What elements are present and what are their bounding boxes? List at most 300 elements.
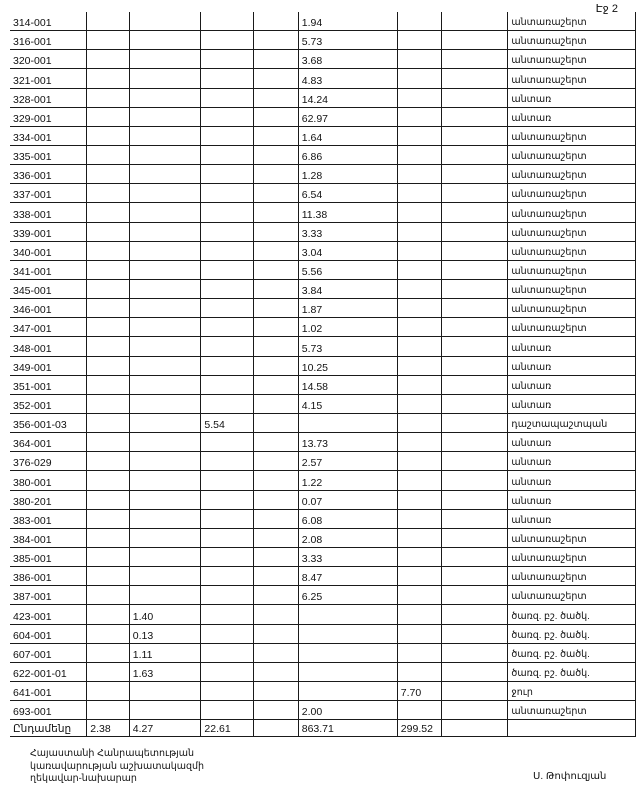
table-row (10, 701, 636, 720)
area-cell (87, 12, 130, 31)
area-cell (201, 184, 254, 203)
area-cell: 2.57 (298, 452, 397, 471)
parcel-code-cell: 641-001 (10, 681, 87, 700)
parcel-code-cell: 385-001 (10, 547, 87, 566)
parcel-code-cell: 386-001 (10, 567, 87, 586)
area-cell (129, 490, 201, 509)
area-cell (397, 452, 441, 471)
area-cell (397, 528, 441, 547)
area-cell (201, 299, 254, 318)
land-type-cell: անտառաշերտ (508, 145, 636, 164)
area-cell (201, 31, 254, 50)
parcel-code-cell: 604-001 (10, 624, 87, 643)
area-cell: 6.86 (298, 145, 397, 164)
area-cell (201, 318, 254, 337)
area-cell (442, 165, 508, 184)
area-cell (397, 605, 441, 624)
land-type-cell: անտառ (508, 490, 636, 509)
area-cell (254, 107, 298, 126)
area-cell (397, 509, 441, 528)
table-row (10, 222, 636, 241)
area-cell (87, 586, 130, 605)
area-cell (442, 433, 508, 452)
area-cell (397, 145, 441, 164)
area-cell: 2.08 (298, 528, 397, 547)
table-row (10, 605, 636, 624)
area-cell (254, 203, 298, 222)
parcel-code-cell: 320-001 (10, 50, 87, 69)
area-cell: 1.64 (298, 126, 397, 145)
area-cell (87, 50, 130, 69)
area-cell (201, 567, 254, 586)
land-type-cell: անտառ (508, 509, 636, 528)
land-type-cell: անտառաշերտ (508, 318, 636, 337)
land-type-cell: ծառզ. բշ. ծածկ. (508, 624, 636, 643)
area-cell (254, 126, 298, 145)
area-cell: 13.73 (298, 433, 397, 452)
parcel-code-cell: 335-001 (10, 145, 87, 164)
parcel-code-cell: 380-001 (10, 471, 87, 490)
table-row (10, 145, 636, 164)
area-cell (87, 356, 130, 375)
footer-line-1: Հայաստանի Հանրապետության (30, 748, 194, 759)
parcel-code-cell: 329-001 (10, 107, 87, 126)
area-cell: 1.87 (298, 299, 397, 318)
land-type-cell: անտառ (508, 433, 636, 452)
area-cell (129, 184, 201, 203)
area-cell (442, 547, 508, 566)
area-cell: 0.13 (129, 624, 201, 643)
total-value-cell (442, 720, 508, 737)
area-cell (87, 279, 130, 298)
area-cell (129, 394, 201, 413)
area-cell (87, 88, 130, 107)
parcel-code-cell: 334-001 (10, 126, 87, 145)
land-type-cell: անտառ (508, 452, 636, 471)
area-cell (397, 413, 441, 432)
area-cell (129, 547, 201, 566)
area-cell (442, 69, 508, 88)
land-type-cell: անտառ (508, 471, 636, 490)
area-cell (87, 413, 130, 432)
area-cell (442, 452, 508, 471)
land-ledger-table (10, 12, 636, 737)
area-cell (87, 471, 130, 490)
area-cell (201, 586, 254, 605)
land-type-cell: անտառաշերտ (508, 165, 636, 184)
table-row (10, 318, 636, 337)
area-cell: 7.70 (397, 681, 441, 700)
area-cell (298, 681, 397, 700)
area-cell (442, 375, 508, 394)
area-cell: 3.33 (298, 547, 397, 566)
parcel-code-cell: 352-001 (10, 394, 87, 413)
area-cell (129, 471, 201, 490)
area-cell (397, 471, 441, 490)
area-cell (87, 624, 130, 643)
table-row (10, 528, 636, 547)
area-cell (254, 12, 298, 31)
area-cell (129, 126, 201, 145)
area-cell (298, 413, 397, 432)
area-cell (201, 624, 254, 643)
area-cell (254, 318, 298, 337)
area-cell (201, 203, 254, 222)
total-label: Ընդամենը (10, 720, 87, 737)
table-row (10, 31, 636, 50)
area-cell (298, 605, 397, 624)
area-cell (129, 318, 201, 337)
area-cell (442, 203, 508, 222)
land-type-cell: անտառ (508, 337, 636, 356)
area-cell (397, 318, 441, 337)
land-type-cell: անտառ (508, 88, 636, 107)
area-cell (129, 203, 201, 222)
land-type-cell: անտառաշերտ (508, 222, 636, 241)
table-row (10, 12, 636, 31)
total-value-cell: 299.52 (397, 720, 441, 737)
area-cell: 14.24 (298, 88, 397, 107)
area-cell (87, 241, 130, 260)
area-cell (442, 605, 508, 624)
area-cell: 1.11 (129, 643, 201, 662)
area-cell (201, 643, 254, 662)
parcel-code-cell: 622-001-01 (10, 662, 87, 681)
area-cell (254, 299, 298, 318)
page-number: Էջ 2 (595, 3, 618, 15)
area-cell (442, 413, 508, 432)
parcel-code-cell: 383-001 (10, 509, 87, 528)
area-cell (201, 260, 254, 279)
table-row (10, 471, 636, 490)
area-cell (201, 452, 254, 471)
parcel-code-cell: 348-001 (10, 337, 87, 356)
area-cell: 10.25 (298, 356, 397, 375)
table-row (10, 356, 636, 375)
area-cell (129, 31, 201, 50)
area-cell (129, 356, 201, 375)
area-cell (442, 567, 508, 586)
area-cell (87, 337, 130, 356)
area-cell (442, 299, 508, 318)
land-type-cell: անտառ (508, 356, 636, 375)
area-cell (87, 547, 130, 566)
area-cell (254, 69, 298, 88)
area-cell (442, 337, 508, 356)
area-cell (397, 643, 441, 662)
area-cell (442, 490, 508, 509)
area-cell (397, 375, 441, 394)
land-type-cell: անտառաշերտ (508, 528, 636, 547)
area-cell (442, 88, 508, 107)
table-row (10, 203, 636, 222)
area-cell (87, 433, 130, 452)
area-cell (254, 528, 298, 547)
area-cell: 1.22 (298, 471, 397, 490)
area-cell (442, 126, 508, 145)
area-cell (87, 184, 130, 203)
area-cell (397, 260, 441, 279)
land-type-cell: անտառաշերտ (508, 50, 636, 69)
area-cell (442, 394, 508, 413)
area-cell (254, 567, 298, 586)
area-cell (442, 662, 508, 681)
table-row (10, 413, 636, 432)
area-cell (254, 356, 298, 375)
table-row (10, 681, 636, 700)
area-cell (201, 241, 254, 260)
area-cell (201, 69, 254, 88)
area-cell: 1.94 (298, 12, 397, 31)
area-cell (201, 145, 254, 164)
area-cell (298, 643, 397, 662)
area-cell (129, 567, 201, 586)
area-cell (254, 165, 298, 184)
area-cell (87, 145, 130, 164)
area-cell (87, 69, 130, 88)
table-row (10, 547, 636, 566)
area-cell (87, 567, 130, 586)
land-type-cell: անտառ (508, 394, 636, 413)
total-row (10, 720, 636, 737)
area-cell (442, 701, 508, 720)
area-cell (442, 50, 508, 69)
area-cell (442, 279, 508, 298)
area-cell: 1.28 (298, 165, 397, 184)
table-row (10, 624, 636, 643)
area-cell (442, 222, 508, 241)
area-cell (254, 547, 298, 566)
land-type-cell: ծառզ. բշ. ծածկ. (508, 643, 636, 662)
area-cell (87, 681, 130, 700)
area-cell (87, 509, 130, 528)
area-cell (129, 337, 201, 356)
table-row (10, 107, 636, 126)
area-cell (254, 643, 298, 662)
area-cell: 6.54 (298, 184, 397, 203)
area-cell: 1.40 (129, 605, 201, 624)
parcel-code-cell: 693-001 (10, 701, 87, 720)
land-type-cell: անտառաշերտ (508, 203, 636, 222)
table-row (10, 241, 636, 260)
area-cell (129, 681, 201, 700)
parcel-code-cell: 316-001 (10, 31, 87, 50)
area-cell (87, 605, 130, 624)
parcel-code-cell: 314-001 (10, 12, 87, 31)
area-cell (254, 241, 298, 260)
area-cell (254, 452, 298, 471)
table-row (10, 394, 636, 413)
area-cell (87, 375, 130, 394)
area-cell (129, 586, 201, 605)
area-cell (87, 203, 130, 222)
area-cell (201, 662, 254, 681)
table-row (10, 337, 636, 356)
area-cell (254, 184, 298, 203)
table-row (10, 643, 636, 662)
area-cell (442, 241, 508, 260)
area-cell (397, 222, 441, 241)
area-cell (397, 567, 441, 586)
area-cell (254, 605, 298, 624)
parcel-code-cell: 341-001 (10, 260, 87, 279)
land-type-cell: անտառաշերտ (508, 126, 636, 145)
table-row (10, 586, 636, 605)
area-cell (201, 88, 254, 107)
area-cell (397, 547, 441, 566)
area-cell (129, 50, 201, 69)
area-cell (129, 701, 201, 720)
parcel-code-cell: 423-001 (10, 605, 87, 624)
parcel-code-cell: 376-029 (10, 452, 87, 471)
land-type-cell: անտառաշերտ (508, 184, 636, 203)
area-cell (87, 107, 130, 126)
area-cell: 62.97 (298, 107, 397, 126)
parcel-code-cell: 607-001 (10, 643, 87, 662)
area-cell (254, 681, 298, 700)
area-cell (129, 413, 201, 432)
area-cell (442, 145, 508, 164)
area-cell (87, 126, 130, 145)
area-cell (254, 222, 298, 241)
area-cell: 3.84 (298, 279, 397, 298)
parcel-code-cell: 338-001 (10, 203, 87, 222)
parcel-code-cell: 337-001 (10, 184, 87, 203)
area-cell (254, 375, 298, 394)
area-cell (397, 279, 441, 298)
area-cell (442, 260, 508, 279)
area-cell: 4.83 (298, 69, 397, 88)
footer-line-3: ղեկավար-նախարար (30, 773, 137, 784)
area-cell (397, 701, 441, 720)
area-cell (397, 165, 441, 184)
area-cell (254, 50, 298, 69)
area-cell (129, 509, 201, 528)
area-cell: 5.73 (298, 31, 397, 50)
area-cell (254, 701, 298, 720)
land-type-cell: անտառաշերտ (508, 260, 636, 279)
area-cell: 3.68 (298, 50, 397, 69)
land-type-cell: անտառաշերտ (508, 586, 636, 605)
area-cell (397, 299, 441, 318)
table-row (10, 662, 636, 681)
land-type-cell: անտառաշերտ (508, 69, 636, 88)
area-cell (298, 662, 397, 681)
table-row (10, 490, 636, 509)
area-cell (129, 241, 201, 260)
area-cell: 6.08 (298, 509, 397, 528)
area-cell (201, 605, 254, 624)
area-cell (201, 509, 254, 528)
area-cell (87, 31, 130, 50)
area-cell (254, 586, 298, 605)
area-cell (442, 184, 508, 203)
area-cell (254, 413, 298, 432)
area-cell (201, 50, 254, 69)
area-cell: 3.33 (298, 222, 397, 241)
table-row (10, 509, 636, 528)
area-cell (201, 337, 254, 356)
total-value-cell: 4.27 (129, 720, 201, 737)
table-row (10, 50, 636, 69)
area-cell (129, 12, 201, 31)
area-cell (442, 509, 508, 528)
area-cell (87, 299, 130, 318)
area-cell: 14.58 (298, 375, 397, 394)
area-cell (254, 279, 298, 298)
area-cell (87, 662, 130, 681)
table-row (10, 567, 636, 586)
area-cell (254, 88, 298, 107)
land-type-cell: ծառզ. բշ. ծածկ. (508, 662, 636, 681)
area-cell (201, 394, 254, 413)
table-row (10, 165, 636, 184)
area-cell (397, 31, 441, 50)
area-cell (254, 509, 298, 528)
land-type-cell: անտառ (508, 107, 636, 126)
parcel-code-cell: 339-001 (10, 222, 87, 241)
area-cell (442, 643, 508, 662)
area-cell (397, 12, 441, 31)
area-cell (254, 337, 298, 356)
area-cell (442, 356, 508, 375)
parcel-code-cell: 349-001 (10, 356, 87, 375)
area-cell (129, 222, 201, 241)
area-cell (87, 528, 130, 547)
area-cell (201, 681, 254, 700)
area-cell (201, 12, 254, 31)
land-type-cell: ծառզ. բշ. ծածկ. (508, 605, 636, 624)
area-cell (201, 701, 254, 720)
area-cell: 6.25 (298, 586, 397, 605)
parcel-code-cell: 328-001 (10, 88, 87, 107)
area-cell: 4.15 (298, 394, 397, 413)
area-cell (87, 222, 130, 241)
area-cell (397, 337, 441, 356)
land-type-cell: անտառաշերտ (508, 12, 636, 31)
area-cell (129, 528, 201, 547)
table-row (10, 433, 636, 452)
parcel-code-cell: 380-201 (10, 490, 87, 509)
parcel-code-cell: 347-001 (10, 318, 87, 337)
area-cell: 2.00 (298, 701, 397, 720)
area-cell (442, 586, 508, 605)
area-cell (397, 433, 441, 452)
total-value-cell (508, 720, 636, 737)
parcel-code-cell: 387-001 (10, 586, 87, 605)
table-row (10, 184, 636, 203)
area-cell: 5.54 (201, 413, 254, 432)
area-cell (442, 471, 508, 490)
land-type-cell: ջուր (508, 681, 636, 700)
area-cell: 0.07 (298, 490, 397, 509)
land-type-cell: դաշտապաշտպան (508, 413, 636, 432)
table-row (10, 260, 636, 279)
area-cell (201, 222, 254, 241)
area-cell (442, 31, 508, 50)
table-row (10, 299, 636, 318)
footer-line-2: կառավարության աշխատակազմի (30, 760, 205, 772)
area-cell (442, 12, 508, 31)
area-cell (129, 452, 201, 471)
area-cell (87, 318, 130, 337)
area-cell (397, 184, 441, 203)
area-cell (397, 662, 441, 681)
parcel-code-cell: 345-001 (10, 279, 87, 298)
area-cell (254, 260, 298, 279)
area-cell (129, 107, 201, 126)
area-cell (87, 165, 130, 184)
